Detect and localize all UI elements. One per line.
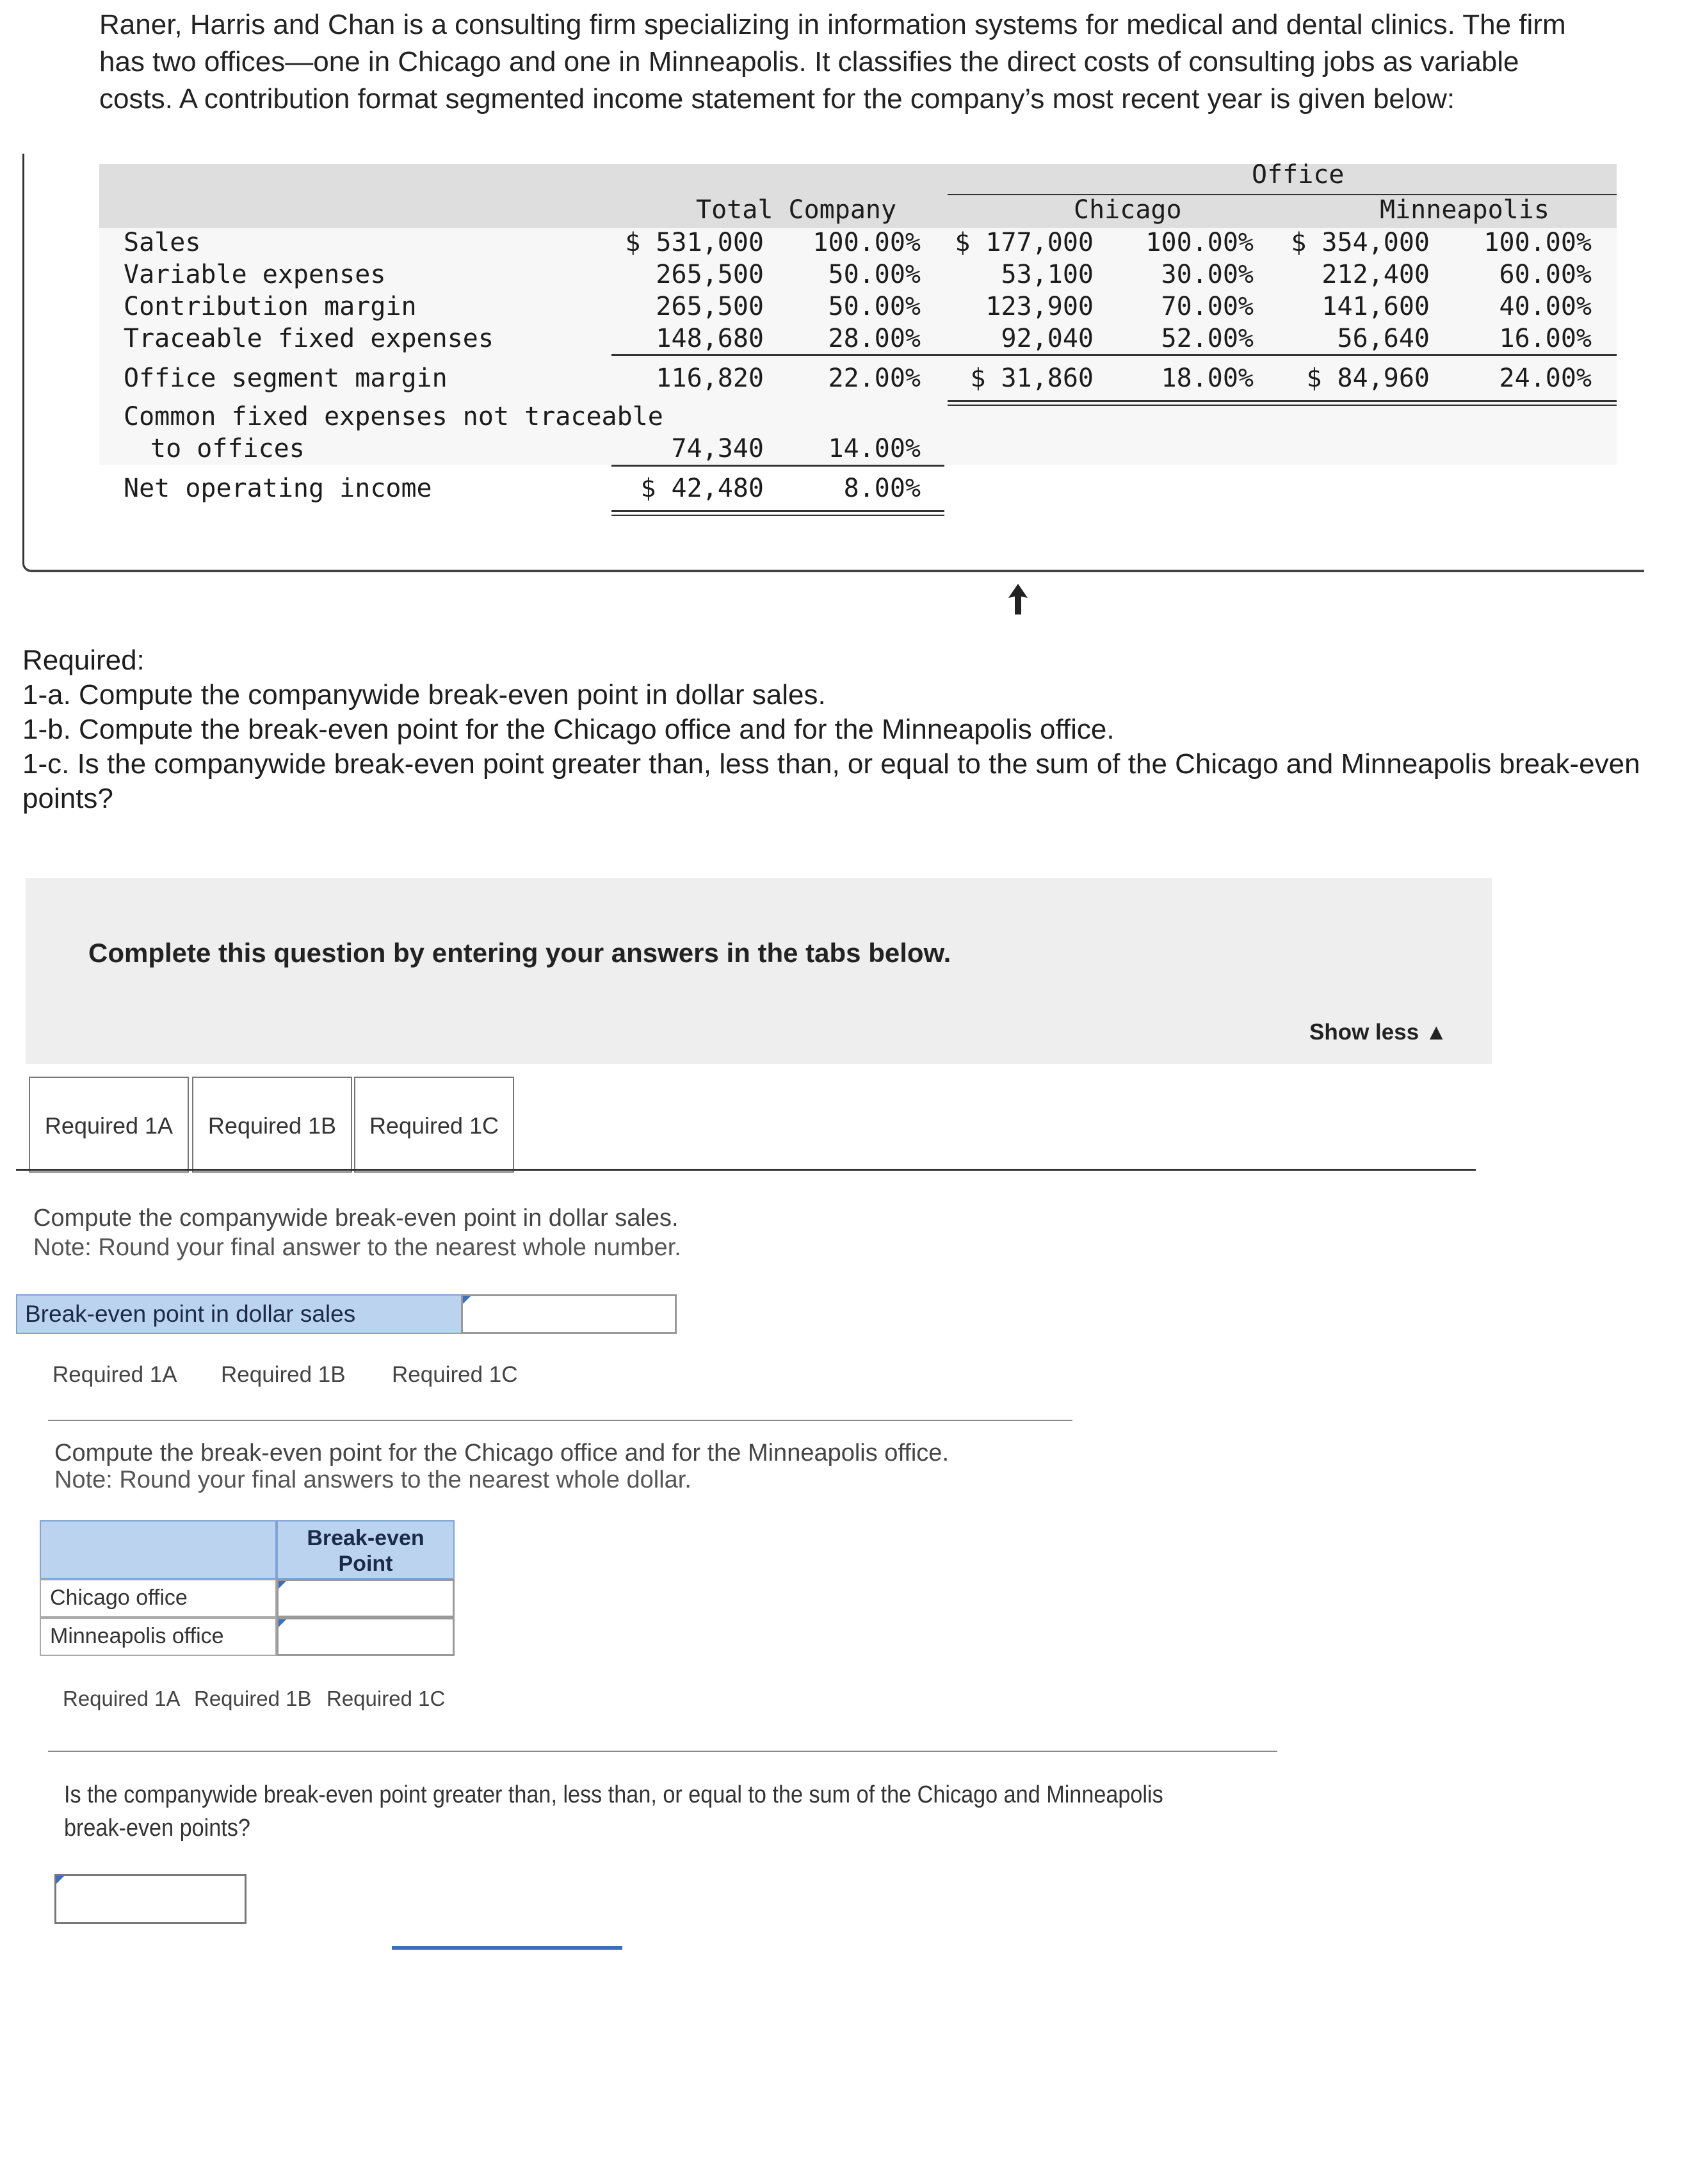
chicago-value: 92,040: [1001, 324, 1094, 353]
common-fixed-pct: 14.00%: [828, 434, 921, 463]
total-pct: 28.00%: [828, 324, 921, 353]
minneapolis-value: 141,600: [1321, 292, 1430, 321]
breakeven-dollar-sales-input[interactable]: [461, 1294, 677, 1334]
required-1a: 1-a. Compute the companywide break-even point in dollar sales.: [22, 679, 826, 711]
chicago-pct: 52.00%: [1161, 324, 1254, 353]
row-label: Sales: [124, 228, 201, 257]
input-marker-icon: [463, 1296, 471, 1304]
instructions-panel: [26, 878, 1492, 1064]
tabs-underline: [16, 1169, 1476, 1171]
total-pct: 100.00%: [812, 228, 921, 257]
noi-rule-2: [611, 515, 944, 516]
minneapolis-pct: 24.00%: [1499, 364, 1592, 393]
intro-paragraph: Raner, Harris and Chan is a consulting firm specializing in information systems for medical and dental clinics. The firm has two offices—one in Chicago and one in Minneapolis. It classifies the direct costs of consulting jobs as variable costs. A contribution format segmented income statement for the company’s most recent year is given below:: [99, 9, 1566, 115]
total-pct: 50.00%: [828, 292, 921, 321]
chicago-pct: 30.00%: [1161, 260, 1254, 289]
input-marker-icon: [279, 1619, 286, 1627]
row-label: Traceable fixed expenses: [124, 324, 494, 353]
chicago-pct: 70.00%: [1161, 292, 1254, 321]
breakeven-table-corner: [40, 1520, 277, 1579]
part-a-note: Note: Round your final answer to the nearest whole number.: [33, 1234, 681, 1261]
part-c-answer-input[interactable]: [54, 1874, 246, 1924]
required-heading: Required:: [22, 645, 145, 676]
minneapolis-breakeven-input[interactable]: [277, 1618, 455, 1656]
minneapolis-pct: 100.00%: [1483, 228, 1592, 257]
col-total-company: Total Company: [696, 195, 897, 225]
tab-required-1a[interactable]: Required 1A: [29, 1077, 189, 1173]
part-a-prompt: Compute the companywide break-even point in dollar sales.: [33, 1205, 679, 1232]
common-fixed-label: Common fixed expenses not traceable: [124, 402, 663, 431]
subtotal-rule: [611, 354, 1617, 356]
common-fixed-label-2: to offices: [150, 434, 305, 463]
chicago-value: $ 177,000: [955, 228, 1094, 257]
chicago-pct: 100.00%: [1145, 228, 1254, 257]
total-value: 265,500: [656, 260, 764, 289]
tab-required-1a[interactable]: Required 1A: [63, 1687, 181, 1710]
total-value: 116,820: [656, 364, 764, 393]
row-label: Contribution margin: [124, 292, 417, 321]
segment-double-rule: [948, 400, 1617, 402]
office-header: Office: [1252, 160, 1345, 189]
chicago-pct: 18.00%: [1161, 364, 1254, 393]
instructions-text: Complete this question by entering your answers in the tabs below.: [88, 938, 951, 968]
cursor-icon: [1008, 584, 1028, 616]
total-value: $ 531,000: [625, 228, 764, 257]
required-block: [22, 643, 1661, 816]
minneapolis-value: 212,400: [1321, 260, 1430, 289]
tab-required-1c[interactable]: Required 1C: [327, 1687, 446, 1710]
minneapolis-pct: 40.00%: [1499, 292, 1592, 321]
part-c-prompt: Is the companywide break-even point greater than, less than, or equal to the sum of the Chicago and Minneapolis break-even points?: [64, 1781, 1163, 1842]
breakeven-point-header: [277, 1520, 455, 1579]
minneapolis-pct: 60.00%: [1499, 260, 1592, 289]
chicago-value: $ 31,860: [970, 364, 1094, 393]
noi-rule: [611, 510, 944, 512]
common-rule: [611, 465, 944, 467]
minneapolis-value: $ 84,960: [1306, 364, 1430, 393]
minneapolis-pct: 16.00%: [1499, 324, 1592, 353]
tabs-underline: [48, 1751, 1277, 1752]
required-1b: 1-b. Compute the break-even point for the Chicago office and for the Minneapolis office.: [22, 714, 1115, 745]
tab-required-1b[interactable]: Required 1B: [221, 1362, 346, 1387]
total-pct: 22.00%: [828, 364, 921, 393]
total-value: 148,680: [656, 324, 764, 353]
chicago-breakeven-input[interactable]: [277, 1579, 455, 1618]
total-pct: 50.00%: [828, 260, 921, 289]
col-minneapolis: Minneapolis: [1380, 195, 1549, 225]
breakeven-header-line1: Break-even: [307, 1526, 424, 1550]
total-value: 265,500: [656, 292, 764, 321]
breakeven-header-line2: Point: [338, 1552, 393, 1576]
show-less-link[interactable]: Show less ▲: [1309, 1020, 1448, 1045]
tab-required-1a[interactable]: Required 1A: [53, 1362, 177, 1387]
net-operating-income-total: $ 42,480: [640, 474, 764, 503]
row-label: Variable expenses: [124, 260, 386, 289]
minneapolis-value: 56,640: [1337, 324, 1430, 353]
net-operating-income-label: Net operating income: [124, 474, 432, 503]
minneapolis-value: $ 354,000: [1291, 228, 1430, 257]
minneapolis-office-label: Minneapolis office: [40, 1618, 277, 1656]
common-fixed-total: 74,340: [671, 434, 764, 463]
tab-required-1b[interactable]: Required 1B: [194, 1687, 312, 1710]
net-operating-income-pct: 8.00%: [843, 474, 921, 503]
tab-required-1c[interactable]: Required 1C: [392, 1362, 518, 1387]
breakeven-dollar-sales-label: Break-even point in dollar sales: [16, 1294, 464, 1334]
chicago-value: 53,100: [1001, 260, 1094, 289]
chicago-office-label: Chicago office: [40, 1579, 277, 1618]
tab-required-1b[interactable]: Required 1B: [192, 1077, 352, 1173]
part-b-prompt: Compute the break-even point for the Chicago office and for the Minneapolis office.: [54, 1440, 950, 1466]
required-1c: 1-c. Is the companywide break-even point greater than, less than, or equal to the sum of the Chicago and Minneapolis break-even points?: [22, 748, 1640, 814]
tabs-underline: [48, 1420, 1072, 1421]
chicago-value: 123,900: [985, 292, 1094, 321]
part-b-note: Note: Round your final answers to the nearest whole dollar.: [54, 1466, 691, 1493]
col-chicago: Chicago: [1074, 195, 1182, 225]
row-label: Office segment margin: [124, 364, 448, 393]
input-marker-icon: [56, 1876, 64, 1884]
tab-required-1c[interactable]: Required 1C: [354, 1077, 514, 1173]
input-marker-icon: [279, 1581, 286, 1589]
scroll-indicator: [392, 1946, 622, 1950]
segment-double-rule-2: [948, 405, 1617, 406]
